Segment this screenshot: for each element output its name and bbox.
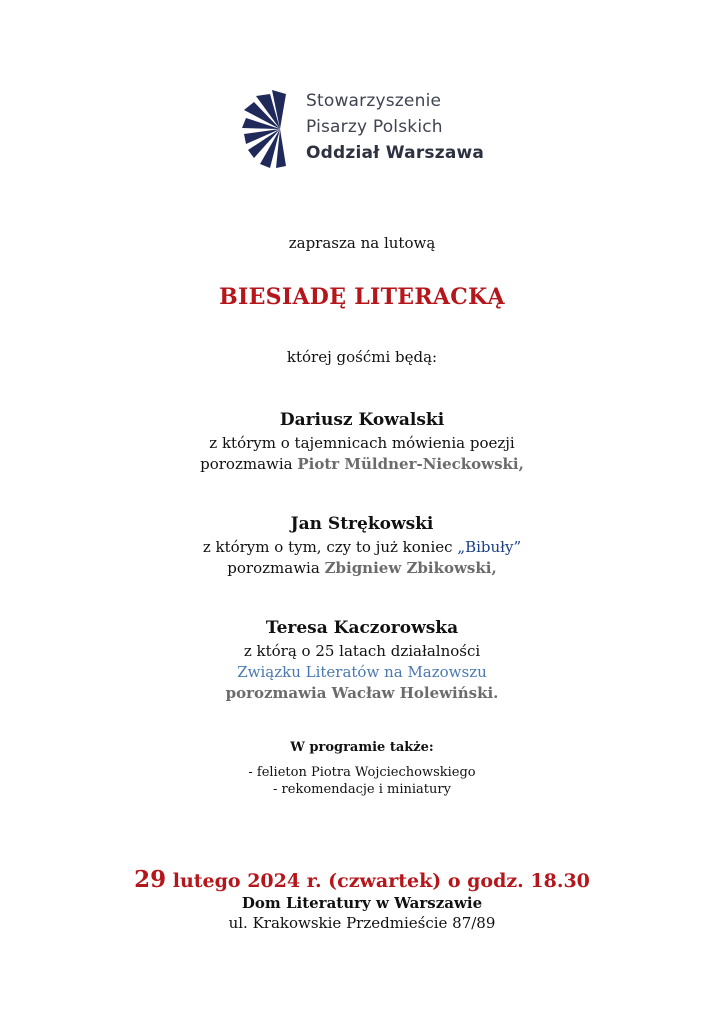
- guest-1-topic: z którym o tajemnicach mówienia poezji: [209, 434, 515, 452]
- event-venue: Dom Literatury w Warszawie: [241, 894, 483, 912]
- association-logo: [242, 88, 502, 170]
- logo-line-2: Pisarzy Polskich: [306, 117, 443, 137]
- guest-1-host-line: [0, 455, 724, 473]
- guest-2-topic-highlight: „Bibuły”: [457, 538, 522, 556]
- program-item-2: - rekomendacje i miniatury: [273, 782, 451, 797]
- guest-3-name: Teresa Kaczorowska: [265, 618, 459, 638]
- program-item-1: - felieton Piotra Wojciechowskiego: [248, 765, 476, 780]
- guest-3-organization: Związku Literatów na Mazowszu: [237, 663, 487, 681]
- guest-2-topic-line: [0, 538, 724, 556]
- guest-2-host-line: [0, 559, 724, 577]
- feather-fan-icon: [242, 88, 294, 170]
- event-date-rest: lutego 2024 r. (czwartek) o godz. 18.30: [166, 870, 590, 892]
- guest-1-name: Dariusz Kowalski: [279, 410, 445, 430]
- guests-intro: której gośćmi będą:: [286, 348, 438, 366]
- guest-2-host-prefix: porozmawia: [227, 559, 325, 577]
- event-title: BIESIADĘ LITERACKĄ: [219, 284, 505, 310]
- guest-3-topic: z którą o 25 latach działalności: [243, 642, 481, 660]
- event-address: ul. Krakowskie Przedmieście 87/89: [228, 914, 496, 932]
- invite-intro: zaprasza na lutową: [288, 234, 436, 252]
- guest-3-host-line: porozmawia Wacław Holewiński.: [225, 684, 499, 702]
- guest-2-name: Jan Strękowski: [290, 514, 434, 534]
- guest-1-host: Piotr Müldner-Nieckowski,: [297, 455, 524, 473]
- logo-line-3: Oddział Warszawa: [306, 143, 485, 163]
- event-day: 29: [134, 866, 167, 893]
- program-heading: W programie także:: [290, 740, 434, 755]
- guest-2-topic-prefix: z którym o tym, czy to już koniec: [202, 538, 458, 556]
- event-date-line: [0, 866, 724, 893]
- logo-line-1: Stowarzyszenie: [306, 91, 442, 111]
- guest-2-host: Zbigniew Zbikowski,: [324, 559, 497, 577]
- guest-1-host-prefix: porozmawia: [200, 455, 298, 473]
